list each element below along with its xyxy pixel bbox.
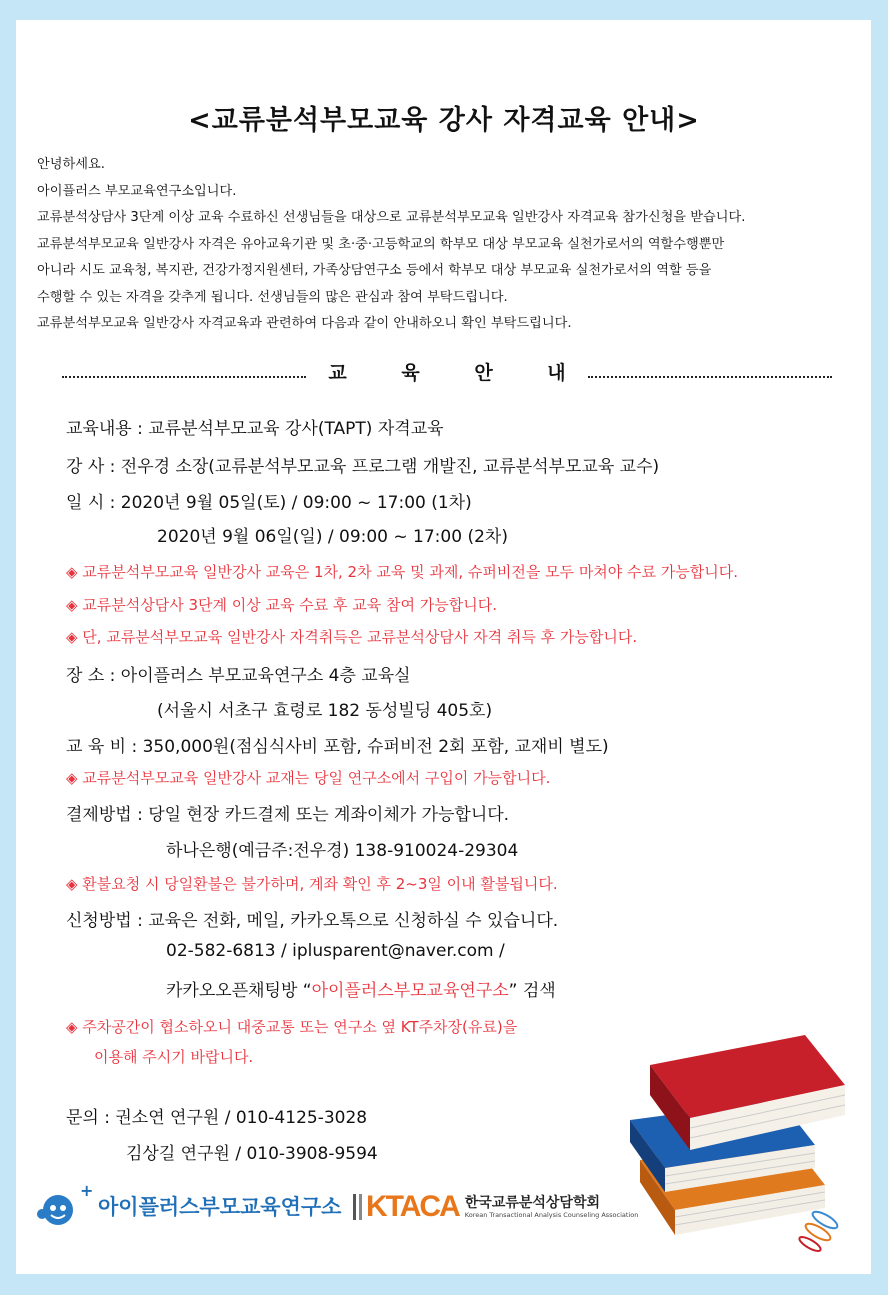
dotted-line xyxy=(588,364,832,378)
ktaca-mark-icon xyxy=(352,1192,366,1222)
inquiry-2: 김상길 연구원 / 010-3908-9594 xyxy=(126,1144,378,1164)
ktaca-logo-text: KTACA xyxy=(366,1190,459,1223)
notice-refund: ◈ 환불요청 시 당일환불은 불가하며, 계좌 확인 후 2~3일 이내 활불됩니다. xyxy=(66,875,558,893)
inquiry-1: 문의 : 권소연 연구원 / 010-4125-3028 xyxy=(66,1108,368,1128)
notice-parking: ◈ 주차공간이 협소하오니 대중교통 또는 연구소 옆 KT주차장(유료)을 xyxy=(66,1018,518,1036)
intro-line: 교류분석부모교육 일반강사 자격교육과 관련하여 다음과 같이 안내하오니 확인 부탁드립니다. xyxy=(37,316,572,331)
section-label: 교 육 안 내 xyxy=(328,361,590,384)
ktaca-logo xyxy=(352,1190,638,1224)
ktaca-english-name: Korean Transactional Analysis Counseling Association xyxy=(464,1211,639,1219)
venue-address: (서울시 서초구 효령로 182 동성빌딩 405호) xyxy=(157,701,493,721)
intro-text xyxy=(37,152,857,338)
venue: 장 소 : 아이플러스 부모교육연구소 4층 교육실 xyxy=(66,666,411,686)
tuition-fee: 교 육 비 : 350,000원(점심식사비 포함, 슈퍼비전 2회 포함, 교재비 별도) xyxy=(66,737,609,757)
kakao-channel-name: 아이플러스부모교육연구소 xyxy=(311,981,509,1001)
section-divider xyxy=(62,358,832,384)
notice-parking-cont: 이용해 주시기 바랍니다. xyxy=(94,1048,254,1066)
kakao-prefix: 카카오오픈채팅방 “ xyxy=(166,981,312,1001)
notice-certification: ◈ 단, 교류분석부모교육 일반강사 자격취득은 교류분석상담사 자격 취득 후 가능합니다. xyxy=(66,628,638,646)
notice-eligibility: ◈ 교류분석상담사 3단계 이상 교육 수료 후 교육 참여 가능합니다. xyxy=(66,596,498,614)
schedule-day2: 2020년 9월 06일(일) / 09:00 ~ 17:00 (2차) xyxy=(157,527,508,547)
schedule-day1: 일 시 : 2020년 9월 05일(토) / 09:00 ~ 17:00 (1차) xyxy=(66,493,472,513)
ktaca-korean-name: 한국교류분석상담학회 xyxy=(464,1195,601,1211)
intro-line: 아니라 시도 교육청, 복지관, 건강가정지원센터, 가족상담연구소 등에서 학부모 대상 부모교육 실천가로서의 역할 등을 xyxy=(37,263,712,278)
notice-textbook: ◈ 교류분석부모교육 일반강사 교재는 당일 연구소에서 구입이 가능합니다. xyxy=(66,769,551,787)
ktaca-text-block xyxy=(465,1195,639,1219)
notice-completion: ◈ 교류분석부모교육 일반강사 교육은 1차, 2차 교육 및 과제, 슈퍼비전을 모두 마쳐야 수료 가능합니다. xyxy=(66,563,739,581)
iplus-logo-icon xyxy=(34,1181,94,1228)
instructor: 강 사 : 전우경 소장(교류분석부모교육 프로그램 개발진, 교류분석부모교육 교수) xyxy=(66,457,660,477)
payment-method: 결제방법 : 당일 현장 카드결제 또는 계좌이체가 가능합니다. xyxy=(66,805,510,825)
intro-line: 교류분석상담사 3단계 이상 교육 수료하신 선생님들을 대상으로 교류분석부모교육 일반강사 자격교육 참가신청을 받습니다. xyxy=(37,210,746,225)
dotted-line xyxy=(62,364,306,378)
intro-line: 수행할 수 있는 자격을 갖추게 됩니다. 선생님들의 많은 관심과 참여 부탁드립니다. xyxy=(37,289,508,305)
intro-line: 아이플러스 부모교육연구소입니다. xyxy=(37,183,237,199)
application-method: 신청방법 : 교육은 전화, 메일, 카카오톡으로 신청하실 수 있습니다. xyxy=(66,911,559,931)
kakao-suffix: ” 검색 xyxy=(508,981,556,1001)
iplus-logo-text: 아이플러스부모교육연구소 xyxy=(98,1195,342,1219)
books-illustration xyxy=(620,1010,850,1254)
iplus-logo xyxy=(34,1181,342,1228)
bank-account: 하나은행(예금주:전우경) 138-910024-29304 xyxy=(166,841,519,861)
svg-text:+: + xyxy=(80,1181,94,1200)
contact-info: 02-582-6813 / iplusparent@naver.com / xyxy=(166,941,505,961)
intro-line: 교류분석부모교육 일반강사 자격은 유아교육기관 및 초·중·고등학교의 학부모 대상 부모교육 실천가로서의 역할수행뿐만 xyxy=(37,236,725,252)
page-title: <교류분석부모교육 강사 자격교육 안내> xyxy=(188,105,700,136)
education-content: 교육내용 : 교류분석부모교육 강사(TAPT) 자격교육 xyxy=(66,419,444,439)
kakao-channel xyxy=(166,976,556,1001)
intro-line: 안녕하세요. xyxy=(37,157,105,172)
